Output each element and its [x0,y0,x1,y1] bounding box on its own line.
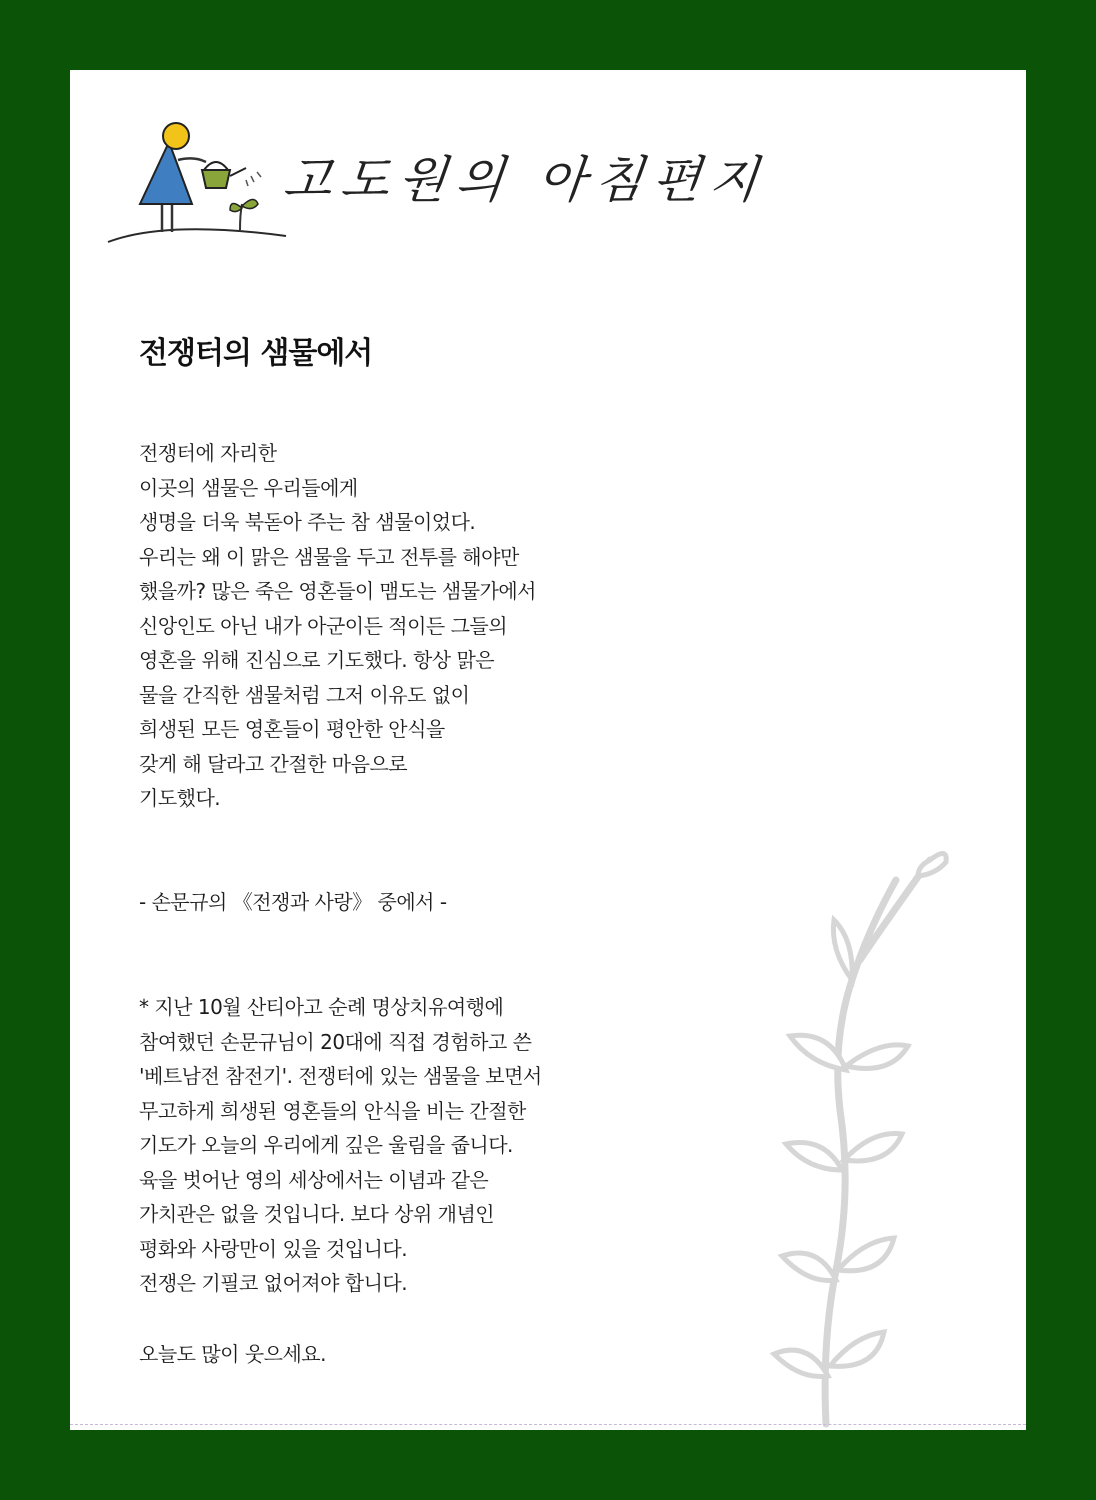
poem-line: 했을까? 많은 죽은 영혼들이 맴도는 샘물가에서 [139,579,536,603]
note-line: * 지난 10월 산티아고 순례 명상치유여행에 [139,995,504,1019]
note-line: 참여했던 손문규님이 20대에 직접 경험하고 쓴 [139,1029,532,1054]
note-line: '베트남전 참전기'. 전쟁터에 있는 샘물을 보면서 [139,1064,542,1088]
vine-decoration-icon [760,840,960,1430]
poem-body [139,436,536,816]
poem-line: 희생된 모든 영혼들이 평안한 안식을 [139,717,445,741]
header [106,120,770,250]
letter-title: 전쟁터의 샘물에서 [139,336,373,371]
poem-line: 이곳의 샘물은 우리들에게 [139,475,358,500]
source-citation: - 손문규의 《전쟁과 사랑》 중에서 - [139,890,447,914]
letter-page [70,70,1026,1430]
note-line: 가치관은 없을 것입니다. 보다 상위 개념인 [139,1202,495,1226]
gardener-logo-icon [106,120,296,250]
poem-line: 영혼을 위해 진심으로 기도했다. 항상 맑은 [139,648,495,672]
poem-line: 신앙인도 아닌 내가 아군이든 적이든 그들의 [139,613,508,638]
closing-line: 오늘도 많이 웃으세요. [139,1342,326,1366]
note-line: 육을 벗어난 영의 세상에서는 이념과 같은 [139,1167,489,1192]
logo-title: 고도원의 아침편지 [280,151,770,209]
note-line: 무고하게 희생된 영혼들의 안식을 비는 간절한 [139,1098,526,1123]
editor-note [139,990,542,1301]
poem-line: 전쟁터에 자리한 [139,441,277,465]
poem-line: 기도했다. [139,786,221,810]
bottom-divider [70,1424,1026,1425]
note-line: 기도가 오늘의 우리에게 깊은 울림을 줍니다. [139,1133,513,1157]
poem-line: 생명을 더욱 북돋아 주는 참 샘물이었다. [139,510,476,534]
note-line: 전쟁은 기필코 없어져야 합니다. [139,1271,408,1295]
poem-line: 우리는 왜 이 맑은 샘물을 두고 전투를 해야만 [139,544,519,569]
poem-line: 갖게 해 달라고 간절한 마음으로 [139,751,408,776]
note-line: 평화와 사랑만이 있을 것입니다. [139,1236,408,1261]
poem-line: 물을 간직한 샘물처럼 그저 이유도 없이 [139,682,470,707]
